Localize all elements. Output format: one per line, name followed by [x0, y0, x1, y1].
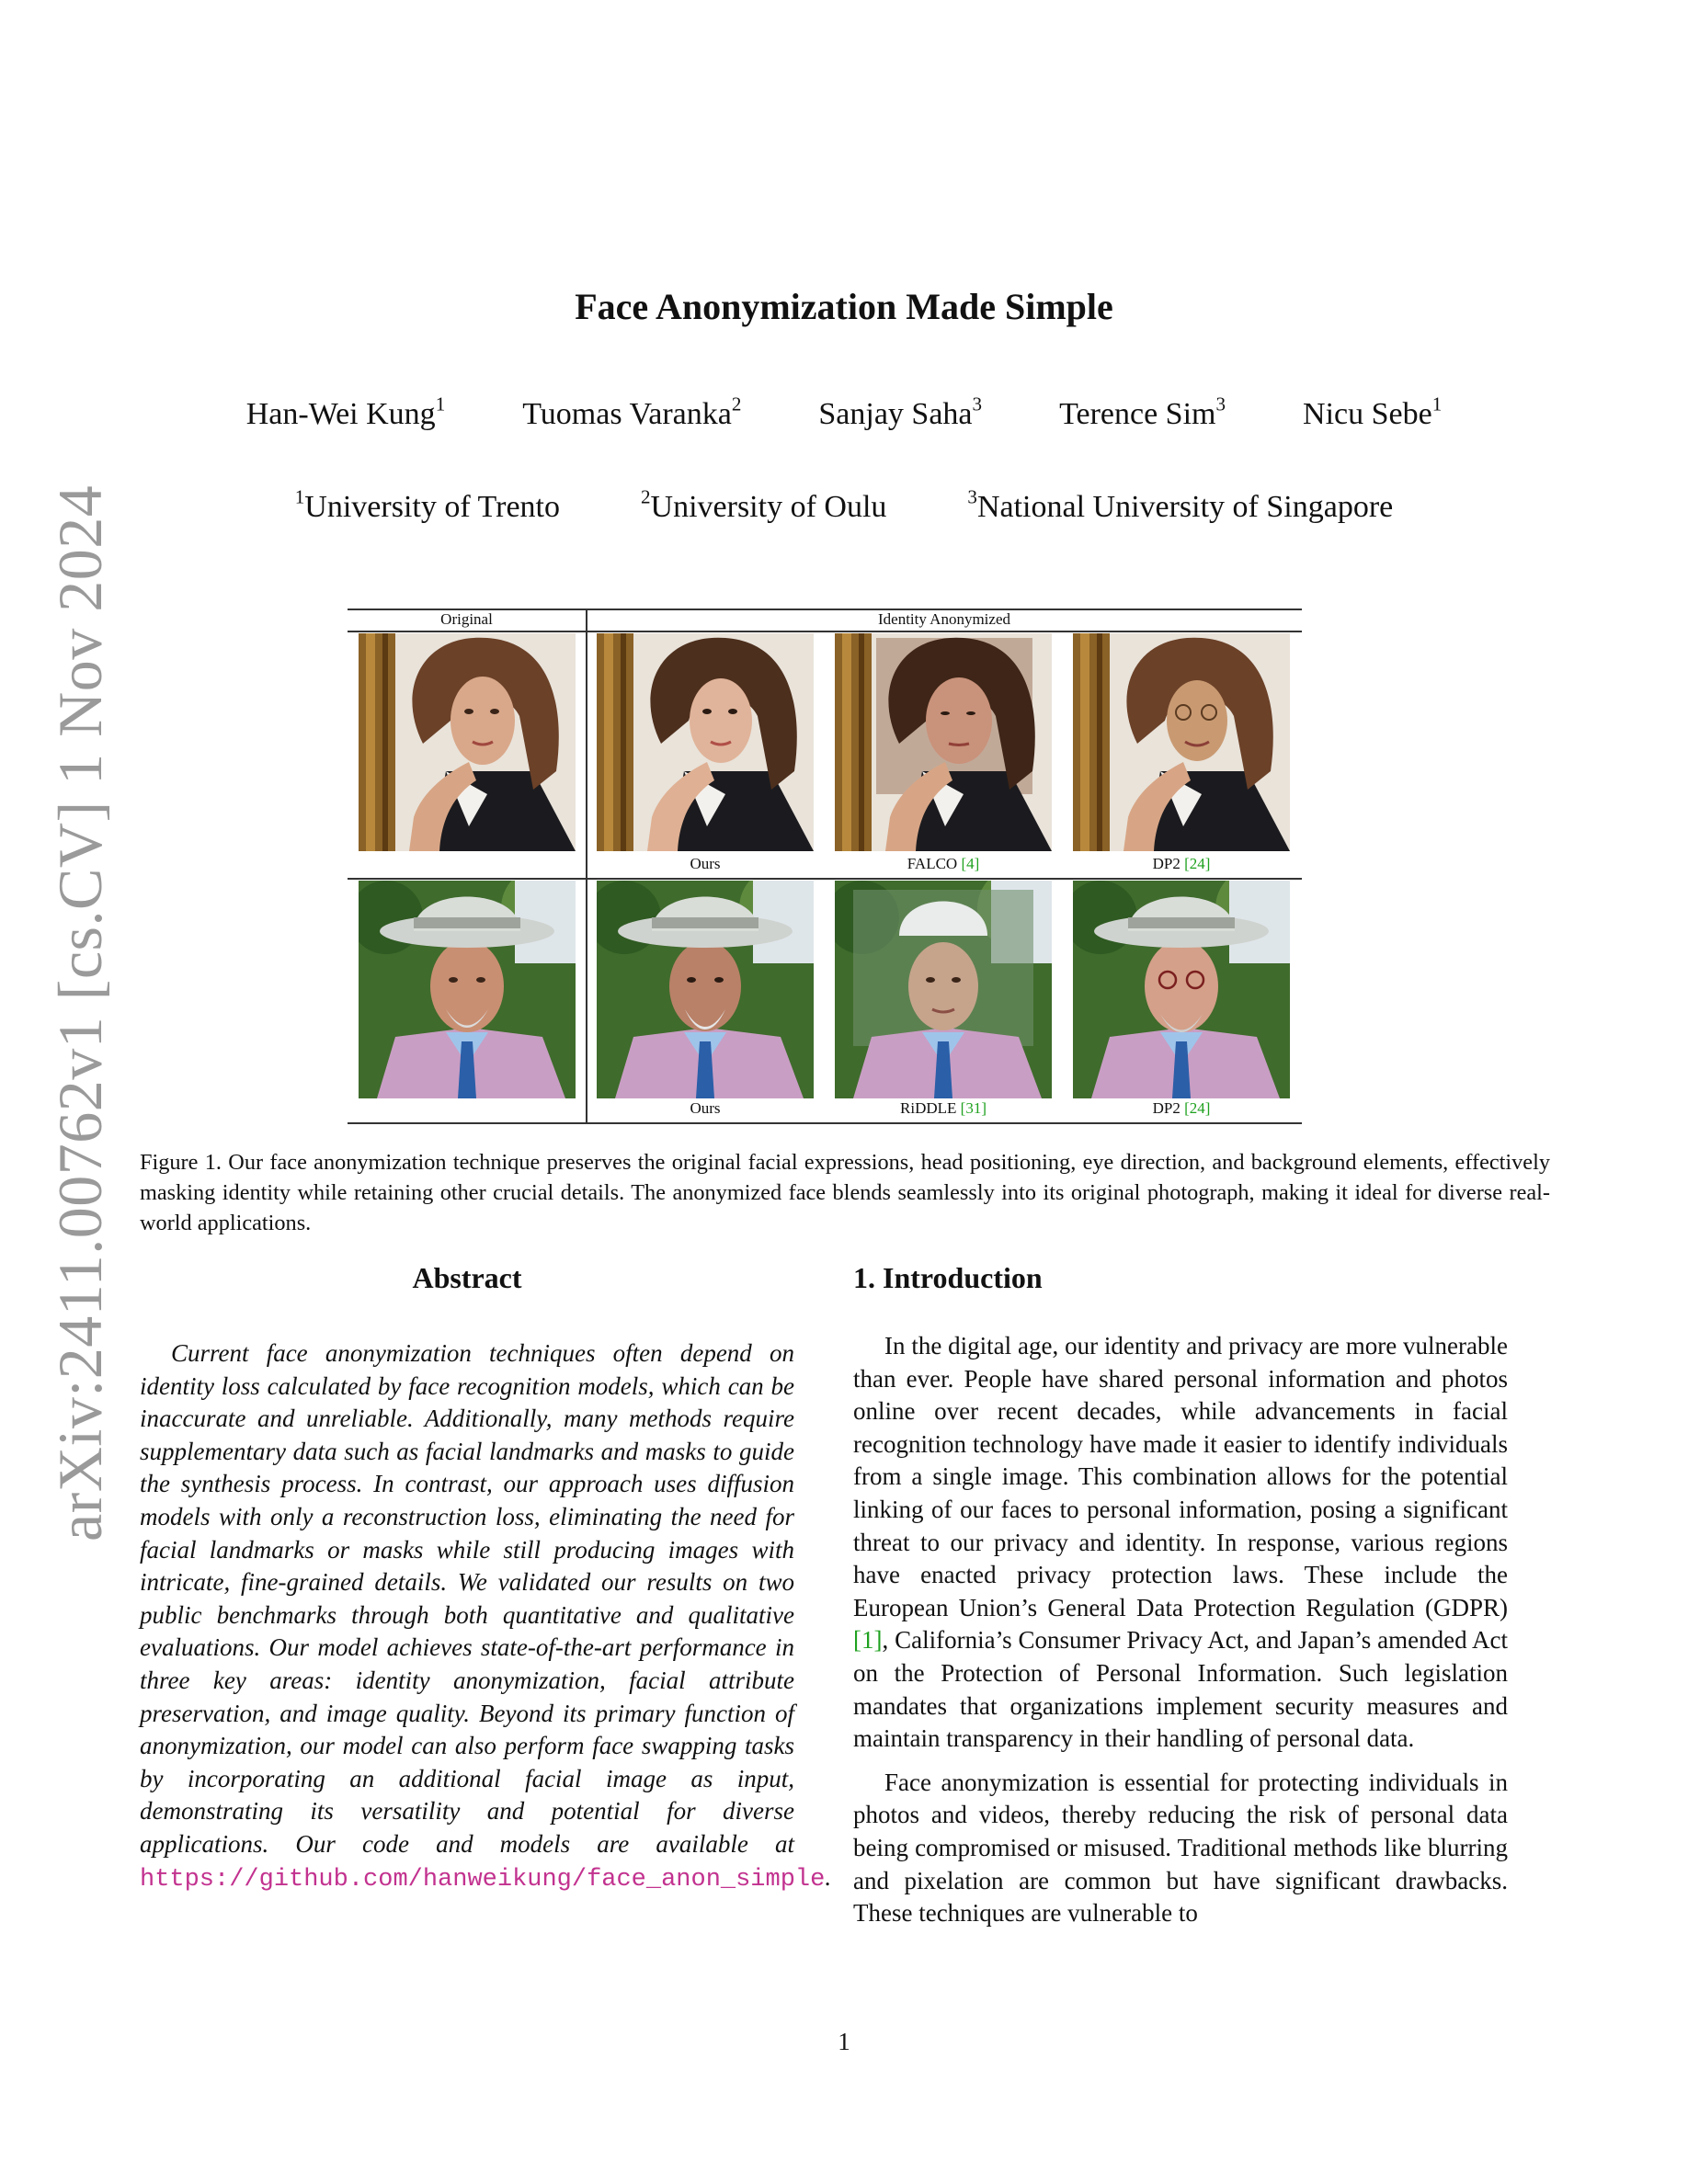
citation-link[interactable]: [24]: [1184, 855, 1211, 872]
figure-bottom-rule: [348, 1122, 1302, 1124]
author: Han-Wei Kung$^1$: [245, 392, 446, 431]
photo-original-woman: [359, 633, 576, 851]
introduction-column: [853, 1261, 1508, 1941]
photo-ours-woman: [597, 633, 814, 851]
caption-dp2-row2: DP2 [24]: [1152, 1099, 1211, 1117]
figure-middle-rule: [348, 878, 1302, 880]
photo-ours-man: [597, 881, 814, 1098]
figure-1: [348, 609, 1302, 1123]
abstract-text: Current face anonymization techniques often depend on identity loss calculated by face recognition models, which can be inaccurate and unreliable. Additionally, many methods require supplementary data such as facial landmarks and masks to guide the synthesis process. In contrast, our approach uses diffusion models with only a reconstruction loss, eliminating the need for facial landmarks or masks while still producing images with intricate, fine-grained details. We validated our results on two public benchmarks through both quantitative and qualitative evaluations. Our model achieves state-of-the-art performance in three key areas: identity anonymization, facial attribute preservation, and image quality. Beyond its primary function of anonymization, our model can also perform face swapping tasks by incorporating an additional facial image as input, demonstrating its versatility and potential for diverse applications. Our code and models are available at https://github.com/hanweikung/face_anon_simple.: [140, 1339, 832, 1894]
citation-link[interactable]: [24]: [1184, 1099, 1211, 1117]
caption-riddle: RiDDLE [31]: [900, 1099, 987, 1117]
abstract-column: [140, 1261, 832, 1896]
author-list: [0, 392, 1688, 432]
citation-link[interactable]: [4]: [961, 855, 980, 872]
photo-original-man: [359, 881, 576, 1098]
photo-riddle-man: [835, 881, 1052, 1098]
figure-caption: Figure 1. Our face anonymization technique preserves the original facial expressions, head positioning, eye direction, and background elements, effectively masking identity while retaining other crucial details. The anonymized face blends seamlessly into its original photograph, making it ideal for diverse real-world applications.: [140, 1150, 1550, 1235]
citation-link[interactable]: [1]: [853, 1626, 883, 1655]
affiliation: $^1$University of Trento: [294, 485, 560, 524]
affiliation-list: [0, 485, 1688, 525]
page-number: 1: [838, 2028, 850, 2055]
photo-dp2-man: [1073, 881, 1290, 1098]
header-original: Original: [440, 610, 493, 628]
caption-dp2-row1: DP2 [24]: [1152, 855, 1211, 872]
abstract-heading: Abstract: [412, 1261, 522, 1294]
figure-column-divider: [586, 609, 587, 1123]
caption-ours-row1: Ours: [690, 855, 721, 872]
photo-dp2-woman: [1073, 633, 1290, 851]
header-identity-anonymized: Identity Anonymized: [877, 610, 1010, 628]
paper-title: Face Anonymization Made Simple: [575, 286, 1113, 327]
author: Nicu Sebe$^1$: [1303, 392, 1443, 431]
photo-falco-woman: [835, 633, 1052, 851]
affiliation: $^3$National University of Singapore: [967, 485, 1394, 524]
author: Terence Sim$^3$: [1059, 392, 1226, 431]
arxiv-identifier: arXiv:2411.00762v1 [cs.CV] 1 Nov 2024: [45, 484, 115, 1541]
caption-ours-row2: Ours: [690, 1099, 721, 1117]
author: Sanjay Saha$^3$: [818, 392, 983, 431]
author: Tuomas Varanka$^2$: [522, 392, 742, 431]
intro-paragraph-2: Face anonymization is essential for protecting individuals in photos and videos, thereby reducing the risk of personal data being compromised or misused. Traditional methods like blurring and pixelation are common but have significant drawbacks. These techniques are vulnerable to: [853, 1768, 1508, 1928]
affiliation: $^2$University of Oulu: [640, 485, 887, 524]
caption-falco: FALCO [4]: [907, 855, 980, 872]
citation-link[interactable]: [31]: [960, 1099, 987, 1117]
figure-header-rule: [348, 631, 1302, 632]
introduction-heading: 1. Introduction: [853, 1261, 1043, 1294]
intro-paragraph-1: In the digital age, our identity and privacy are more vulnerable than ever. People have shared personal information and photos online over recent decades, while advancements in facial recognition technology have made it easier to identify individuals from a single image. This combination allows for the potential linking of our faces to personal information, posing a significant threat to our privacy and identity. In response, various regions have enacted privacy protection laws. These include the European Union’s General Data Protection Regulation (GDPR) [1], California’s Consumer Privacy Act, and Japan’s amended Act on the Protection of Personal Information. Such legislation mandates that organizations implement security measures and maintain transparency in their handling of personal data.: [853, 1332, 1508, 1753]
code-repository-link[interactable]: https://github.com/hanweikung/face_anon_simple: [140, 1865, 826, 1894]
